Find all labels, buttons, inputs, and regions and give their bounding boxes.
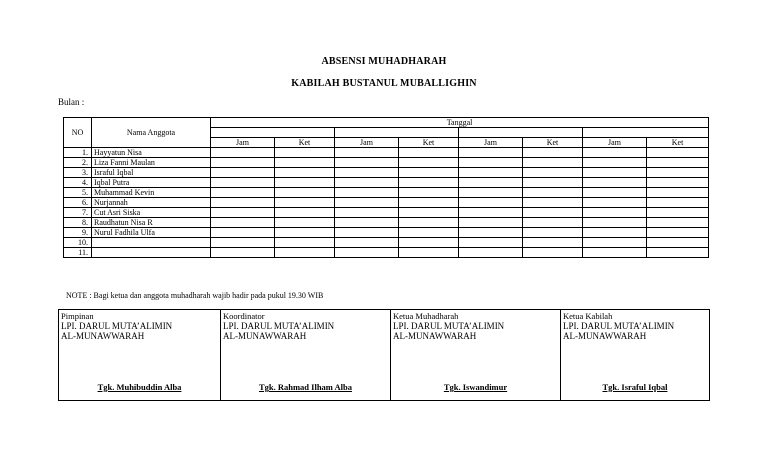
- ket-cell: [523, 238, 583, 248]
- header-ket: Ket: [523, 138, 583, 148]
- member-name: Cut Asri Siska: [92, 208, 211, 218]
- signature-box-koordinator: [220, 309, 391, 401]
- ket-cell: [523, 188, 583, 198]
- jam-cell: [459, 198, 523, 208]
- member-name: Liza Fanni Maulan: [92, 158, 211, 168]
- table-row: [64, 228, 709, 238]
- member-name: Nurul Fadhila Ulfa: [92, 228, 211, 238]
- jam-cell: [211, 178, 275, 188]
- row-number: 8.: [64, 218, 92, 228]
- ket-cell: [399, 228, 459, 238]
- jam-cell: [211, 148, 275, 158]
- row-number: 9.: [64, 228, 92, 238]
- jam-cell: [459, 238, 523, 248]
- signature-org: AL-MUNAWWARAH: [393, 331, 477, 341]
- jam-cell: [459, 248, 523, 258]
- ket-cell: [399, 158, 459, 168]
- header-nama: Nama Anggota: [92, 118, 211, 148]
- header-ket: Ket: [275, 138, 335, 148]
- attendance-rows: [64, 148, 709, 258]
- ket-cell: [275, 238, 335, 248]
- table-row: [64, 178, 709, 188]
- signature-org: AL-MUNAWWARAH: [223, 331, 307, 341]
- header-tanggal: Tanggal: [211, 118, 709, 128]
- table-row: [64, 148, 709, 158]
- jam-cell: [583, 228, 647, 238]
- ket-cell: [647, 178, 709, 188]
- ket-cell: [523, 148, 583, 158]
- table-row: [64, 218, 709, 228]
- document-subtitle: KABILAH BUSTANUL MUBALLIGHIN: [291, 78, 477, 89]
- jam-cell: [211, 188, 275, 198]
- jam-cell: [583, 218, 647, 228]
- jam-cell: [459, 158, 523, 168]
- ket-cell: [647, 208, 709, 218]
- jam-cell: [583, 158, 647, 168]
- jam-cell: [459, 178, 523, 188]
- signature-org: LPI. DARUL MUTA’ALIMIN: [393, 321, 505, 331]
- signature-box-ketua-muhadharah: [390, 309, 561, 401]
- ket-cell: [275, 178, 335, 188]
- document-title: ABSENSI MUHADHARAH: [321, 56, 447, 67]
- date-slot: [211, 128, 335, 138]
- row-number: 4.: [64, 178, 92, 188]
- jam-cell: [211, 208, 275, 218]
- table-row: [64, 168, 709, 178]
- member-name: [92, 238, 211, 248]
- jam-cell: [335, 168, 399, 178]
- signature-org: LPI. DARUL MUTA’ALIMIN: [61, 321, 173, 331]
- jam-cell: [211, 158, 275, 168]
- jam-cell: [211, 198, 275, 208]
- ket-cell: [275, 218, 335, 228]
- jam-cell: [335, 198, 399, 208]
- ket-cell: [647, 248, 709, 258]
- jam-cell: [583, 198, 647, 208]
- jam-cell: [335, 148, 399, 158]
- row-number: 3.: [64, 168, 92, 178]
- jam-cell: [459, 208, 523, 218]
- row-number: 7.: [64, 208, 92, 218]
- signature-box-pimpinan: [58, 309, 221, 401]
- ket-cell: [523, 178, 583, 188]
- ket-cell: [275, 208, 335, 218]
- ket-cell: [399, 208, 459, 218]
- member-name: Nurjannah: [92, 198, 211, 208]
- jam-cell: [583, 168, 647, 178]
- ket-cell: [647, 228, 709, 238]
- attendance-table: [63, 117, 709, 258]
- ket-cell: [399, 188, 459, 198]
- ket-cell: [399, 178, 459, 188]
- jam-cell: [583, 248, 647, 258]
- signature-org: AL-MUNAWWARAH: [563, 331, 647, 341]
- jam-cell: [583, 188, 647, 198]
- ket-cell: [647, 198, 709, 208]
- table-row: [64, 188, 709, 198]
- jam-cell: [335, 228, 399, 238]
- member-name: Raudhatun Nisa R: [92, 218, 211, 228]
- ket-cell: [275, 248, 335, 258]
- signature-role: Ketua Kabilah: [563, 311, 613, 321]
- ket-cell: [399, 248, 459, 258]
- table-row: [64, 248, 709, 258]
- header-jam: Jam: [583, 138, 647, 148]
- signature-org: AL-MUNAWWARAH: [61, 331, 145, 341]
- ket-cell: [399, 198, 459, 208]
- ket-cell: [275, 158, 335, 168]
- ket-cell: [523, 248, 583, 258]
- ket-cell: [647, 148, 709, 158]
- ket-cell: [647, 188, 709, 198]
- jam-cell: [335, 208, 399, 218]
- note-text: NOTE : Bagi ketua dan anggota muhadharah wajib hadir pada pukul 19.30 WIB: [66, 291, 324, 300]
- ket-cell: [399, 238, 459, 248]
- header-ket: Ket: [399, 138, 459, 148]
- ket-cell: [399, 168, 459, 178]
- ket-cell: [275, 188, 335, 198]
- signature-org: LPI. DARUL MUTA’ALIMIN: [223, 321, 335, 331]
- table-row: [64, 208, 709, 218]
- header-jam: Jam: [335, 138, 399, 148]
- ket-cell: [647, 158, 709, 168]
- jam-cell: [211, 168, 275, 178]
- signature-name: Tgk. Rahmad Ilham Alba: [258, 382, 353, 392]
- jam-cell: [583, 178, 647, 188]
- jam-cell: [459, 218, 523, 228]
- jam-cell: [211, 228, 275, 238]
- ket-cell: [523, 228, 583, 238]
- jam-cell: [335, 188, 399, 198]
- member-name: Iqbal Putra: [92, 178, 211, 188]
- ket-cell: [275, 228, 335, 238]
- member-name: Israful Iqbal: [92, 168, 211, 178]
- header-jam: Jam: [211, 138, 275, 148]
- jam-cell: [459, 228, 523, 238]
- signature-name: Tgk. Iswandimur: [443, 382, 508, 392]
- ket-cell: [523, 168, 583, 178]
- jam-cell: [211, 248, 275, 258]
- row-number: 1.: [64, 148, 92, 158]
- signature-org: LPI. DARUL MUTA’ALIMIN: [563, 321, 675, 331]
- header-jam: Jam: [459, 138, 523, 148]
- date-slot: [459, 128, 583, 138]
- signature-role: Pimpinan: [61, 311, 94, 321]
- table-row: [64, 158, 709, 168]
- jam-cell: [335, 238, 399, 248]
- header-no: NO: [64, 118, 92, 148]
- ket-cell: [523, 218, 583, 228]
- member-name: Muhammad Kevin: [92, 188, 211, 198]
- jam-cell: [459, 168, 523, 178]
- table-row: [64, 198, 709, 208]
- signature-name: Tgk. Muhibuddin Alba: [97, 382, 182, 392]
- signature-box-ketua-kabilah: [560, 309, 710, 401]
- jam-cell: [335, 158, 399, 168]
- member-name: Hayyatun Nisa: [92, 148, 211, 158]
- row-number: 2.: [64, 158, 92, 168]
- member-name: [92, 248, 211, 258]
- ket-cell: [523, 198, 583, 208]
- row-number: 11.: [64, 248, 92, 258]
- signature-role: Koordinator: [223, 311, 265, 321]
- table-row: [64, 238, 709, 248]
- jam-cell: [335, 248, 399, 258]
- jam-cell: [459, 188, 523, 198]
- header-ket: Ket: [647, 138, 709, 148]
- row-number: 10.: [64, 238, 92, 248]
- ket-cell: [399, 218, 459, 228]
- date-slot: [335, 128, 459, 138]
- month-label: Bulan :: [58, 97, 85, 107]
- jam-cell: [211, 218, 275, 228]
- ket-cell: [647, 218, 709, 228]
- ket-cell: [647, 168, 709, 178]
- ket-cell: [647, 238, 709, 248]
- row-number: 5.: [64, 188, 92, 198]
- jam-cell: [335, 178, 399, 188]
- ket-cell: [275, 198, 335, 208]
- jam-cell: [211, 238, 275, 248]
- date-slot: [583, 128, 709, 138]
- ket-cell: [523, 158, 583, 168]
- signature-role: Ketua Muhadharah: [393, 311, 459, 321]
- ket-cell: [275, 168, 335, 178]
- jam-cell: [583, 208, 647, 218]
- row-number: 6.: [64, 198, 92, 208]
- jam-cell: [583, 238, 647, 248]
- signature-name: Tgk. Israful Iqbal: [602, 382, 668, 392]
- jam-cell: [335, 218, 399, 228]
- jam-cell: [583, 148, 647, 158]
- jam-cell: [459, 148, 523, 158]
- ket-cell: [523, 208, 583, 218]
- ket-cell: [399, 148, 459, 158]
- ket-cell: [275, 148, 335, 158]
